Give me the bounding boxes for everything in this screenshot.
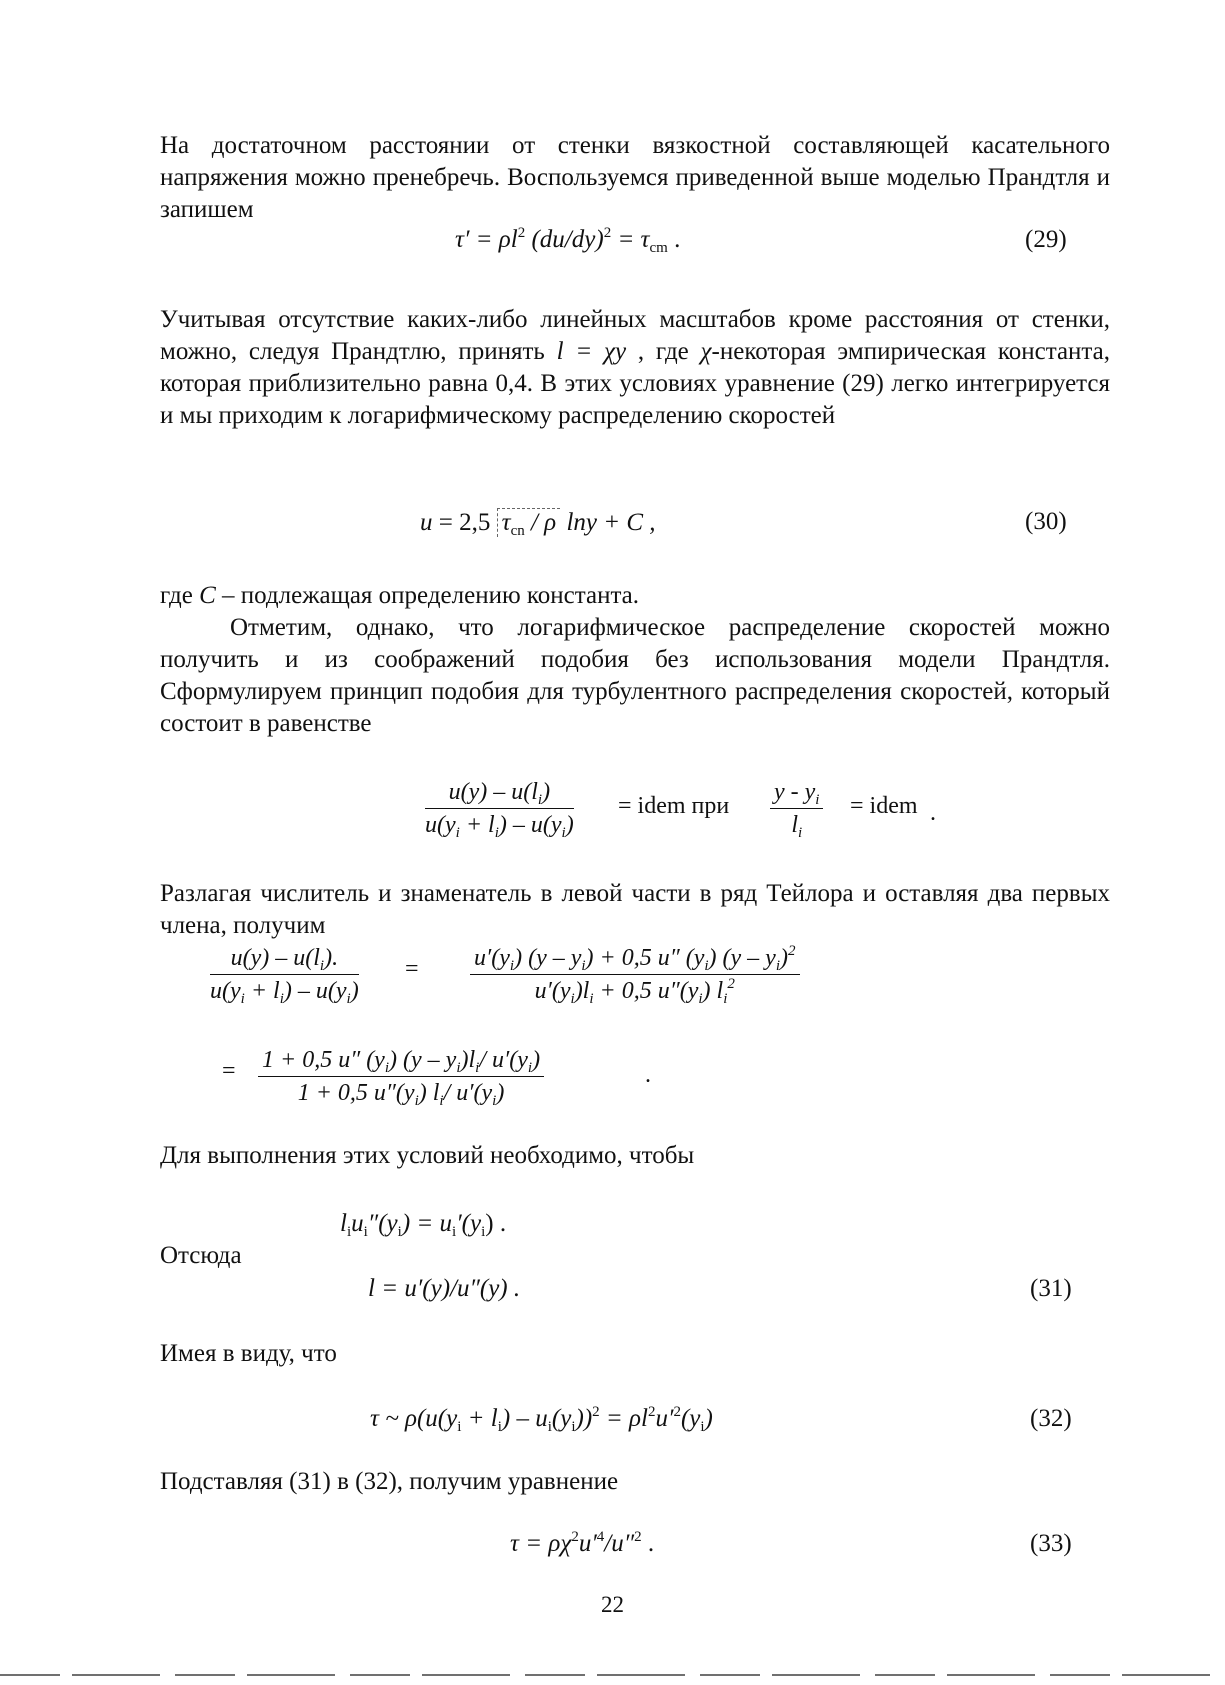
taylor-equals-2: = [222, 1058, 236, 1084]
page-number: 22 [601, 1592, 624, 1617]
idem-text-2: = idem [850, 793, 918, 819]
equation-30: u = 2,5 $\tau_{cn}$ / ρ lny + C , [420, 509, 656, 539]
paragraph-8: Имея в виду, что [160, 1340, 337, 1367]
equation-29: $\tau' = \rho l^2$ $(du/dy)^2 = \tau_{cm}$ . [455, 225, 681, 256]
taylor-second-fraction: $\frac{1 + 0,5 u'' (y_i) (y - y_i)l_i/ u'(y_i)}{1 + 0,5 u''(y_i) l_i/ u'(y_i)}$ [258, 1046, 544, 1107]
idem-text-1: = idem при [618, 793, 730, 819]
equation-number-32: (32) [1030, 1405, 1072, 1432]
similarity-dot: . [930, 800, 936, 826]
taylor-rhs-fraction: $\frac{u'(y_i) (y - y_i) + 0,5 u'' (y_i) (y - y_i)^2}{u'(y_i)l_i + 0,5 u''(y_i) l_i^2}$ [470, 944, 800, 1005]
condition-equation: $l_iu_i''(y_i) = u_i'(y_i)$ . [340, 1210, 507, 1240]
similarity-fraction-left: $\frac{u(y) - u(l_i)}{u(y_i + l_i) - u(y_i)}$ [425, 779, 574, 841]
equation-number-33: (33) [1030, 1530, 1072, 1557]
equation-31: l = u′(y)/u″(y) . [368, 1275, 521, 1302]
similarity-fraction-right: $\frac{y - y_i}{l_i}$ [770, 778, 823, 839]
equation-number-29: (29) [1025, 226, 1067, 253]
taylor-equals-1: = [405, 956, 419, 982]
taylor-lhs-fraction: $\frac{u(y) - u(l_i).}{u(y_i + l_i) - u(y_i)}$ [210, 945, 359, 1007]
paragraph-6: Для выполнения этих условий необходимо, чтобы [160, 1142, 695, 1169]
equation-32: τ ~ $\rho(u(y_i + l_i) - u_i(y_i))^2 = \rho l^2u'^2(y_i)$ [370, 1404, 713, 1435]
paragraph-2: Учитывая отсутствие каких-либо линейных масштабов кроме расстояния от стенки, можно, следуя Прандтлю, принять l = χy , где χ-некоторая эмпирическая константа, которая приблизительно равна 0,4. В этих условиях уравнение (29) легко интегрируется и мы приходим к логарифмическому распределению скоростей [160, 306, 1111, 429]
equation-number-31: (31) [1030, 1275, 1072, 1302]
paragraph-1: На достаточном расстоянии от стенки вязкостной составляющей касательного напряжения можно пренебречь. Воспользуемся приведенной выше моделью Прандтля и запишем [160, 132, 1110, 223]
equation-33: $\tau = \rho\chi^2u'^4/u''^2$ . [510, 1529, 655, 1557]
paragraph-4: Отметим, однако, что логарифмическое распределение скоростей можно получить и из соображений подобия без использования модели Прандтля. Сформулируем принцип подобия для турбулентного распределения скоростей, который состоит в равенстве [160, 614, 1110, 737]
paragraph-7: Отсюда [160, 1242, 242, 1269]
sqrt-term: $\tau_{cn}$ / ρ [497, 508, 561, 537]
scan-edge-artifact [0, 1674, 1225, 1676]
taylor-dot: . [645, 1062, 651, 1088]
paragraph-5: Разлагая числитель и знаменатель в левой части в ряд Тейлора и оставляя два первых члена, получим [160, 880, 1110, 939]
paragraph-3: где C – подлежащая определению константа. [160, 582, 640, 609]
equation-number-30: (30) [1025, 508, 1067, 535]
paragraph-9: Подставляя (31) в (32), получим уравнение [160, 1468, 619, 1495]
